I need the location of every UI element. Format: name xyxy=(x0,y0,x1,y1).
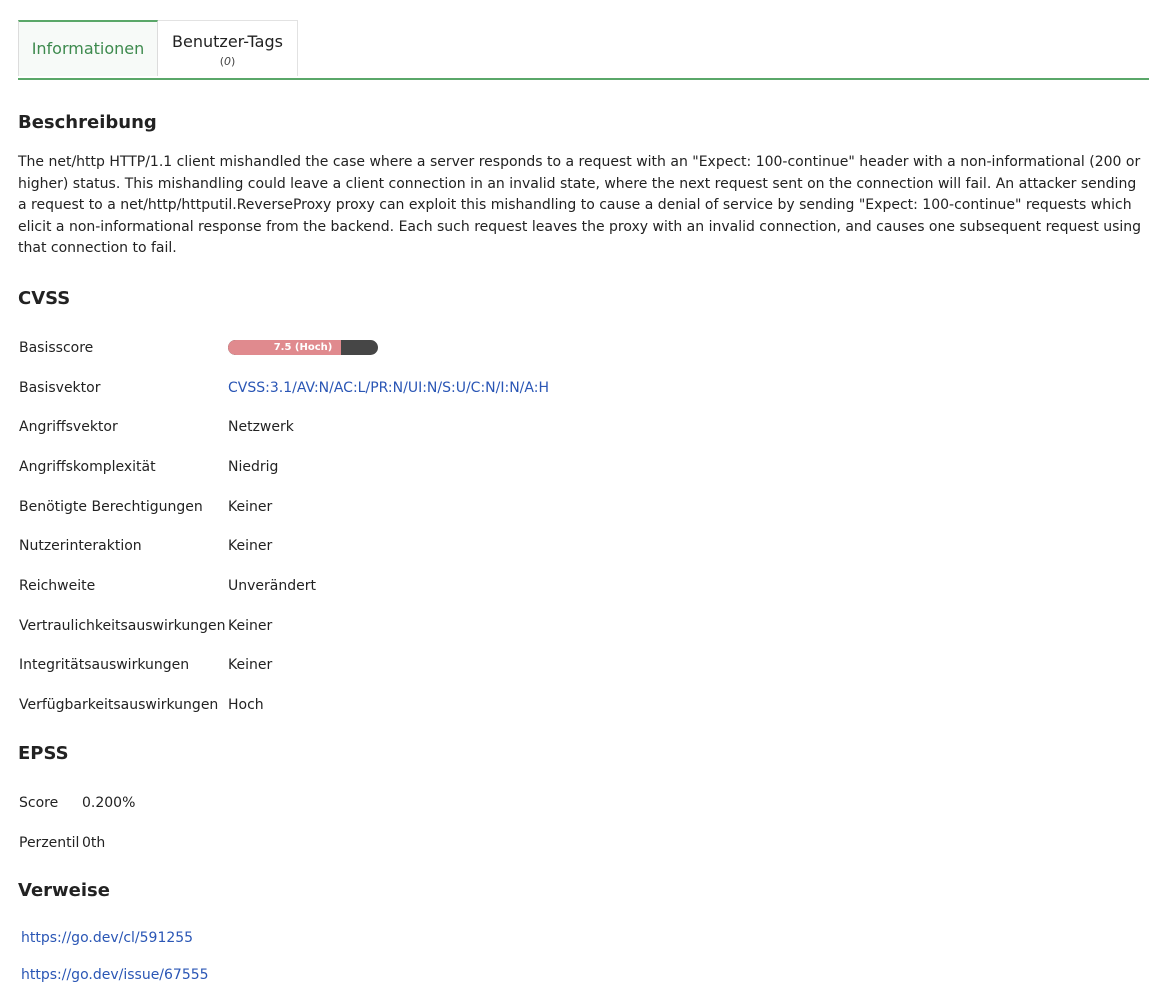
cvss-key: Nutzerinteraktion xyxy=(19,538,142,555)
cvss-value: Keiner xyxy=(228,617,273,634)
cvss-value: Netzwerk xyxy=(228,419,294,436)
epss-row-percentile xyxy=(18,823,135,863)
tags-count: (0) xyxy=(219,55,236,68)
references-heading: Verweise xyxy=(18,880,110,901)
cvss-value: Hoch xyxy=(228,697,264,714)
cvss-key: Angriffskomplexität xyxy=(19,458,156,475)
tab-benutzer-tags[interactable] xyxy=(158,20,298,76)
reference-link[interactable]: https://go.dev/cl/591255 xyxy=(21,930,194,946)
cvss-key: Basisvektor xyxy=(19,379,101,396)
cvss-value: Unverändert xyxy=(228,577,316,594)
cvss-row xyxy=(18,566,549,606)
cvss-row xyxy=(18,487,549,527)
cvss-key: Reichweite xyxy=(19,577,96,594)
epss-heading: EPSS xyxy=(18,743,69,764)
epss-key: Score xyxy=(19,794,59,811)
cvss-value: Niedrig xyxy=(228,458,279,475)
cvss-row xyxy=(18,407,549,447)
references-list xyxy=(21,930,209,1004)
epss-table xyxy=(18,783,135,862)
tab-informationen[interactable] xyxy=(18,20,158,76)
tab-informationen-label: Informationen xyxy=(31,39,145,58)
cvss-row xyxy=(18,526,549,566)
reference-link[interactable]: https://go.dev/issue/67555 xyxy=(21,967,209,983)
tab-benutzer-tags-label: Benutzer-Tags xyxy=(172,32,283,51)
epss-key: Perzentil xyxy=(19,834,80,851)
epss-row-score xyxy=(18,783,135,823)
cvss-value: Keiner xyxy=(228,657,273,674)
cvss-value: Keiner xyxy=(228,498,273,515)
cvss-vector-link[interactable]: CVSS:3.1/AV:N/AC:L/PR:N/UI:N/S:U/C:N/I:N/A:H xyxy=(228,379,549,396)
base-score-label: 7.5 (Hoch) xyxy=(273,342,333,354)
epss-value: 0th xyxy=(82,834,106,851)
cvss-key: Angriffsvektor xyxy=(19,419,118,436)
cvss-key: Integritätsauswirkungen xyxy=(19,657,190,674)
vulnerability-detail xyxy=(18,20,1149,983)
reference-item xyxy=(21,930,209,967)
cvss-key: Basisscore xyxy=(19,339,94,356)
base-score-bar xyxy=(228,340,378,355)
cvss-row-basisscore xyxy=(18,328,549,368)
cvss-table xyxy=(18,328,549,725)
description-text: The net/http HTTP/1.1 client mishandled the case where a server responds to a request with an "Expect: 100-continue" header with a non-informational (200 or higher) status. This mishandling could leave a client connection in an invalid state, where the next request sent on the connection will fail. An attacker sending a request to a net/http/httputil.ReverseProxy proxy can exploit this mishandling to cause a denial of service by sending "Expect: 100-continue" requests which elicit a non-informational response from the backend. Each such request leaves the proxy with an invalid connection, and causes one subsequent request using that connection to fail. xyxy=(18,154,1142,257)
cvss-key: Verfügbarkeitsauswirkungen xyxy=(19,697,219,714)
cvss-key: Vertraulichkeitsauswirkungen xyxy=(19,617,226,634)
cvss-row xyxy=(18,447,549,487)
cvss-row xyxy=(18,646,549,686)
tab-bar xyxy=(18,20,1149,80)
cvss-row xyxy=(18,685,549,725)
description-heading: Beschreibung xyxy=(18,112,157,133)
cvss-row xyxy=(18,606,549,646)
cvss-value: Keiner xyxy=(228,538,273,555)
cvss-key: Benötigte Berechtigungen xyxy=(19,498,203,515)
reference-item xyxy=(21,967,209,1004)
cvss-value xyxy=(227,368,549,408)
epss-value: 0.200% xyxy=(82,794,136,811)
cvss-row-basisvektor xyxy=(18,368,549,408)
cvss-value xyxy=(227,328,549,368)
cvss-heading: CVSS xyxy=(18,288,71,309)
